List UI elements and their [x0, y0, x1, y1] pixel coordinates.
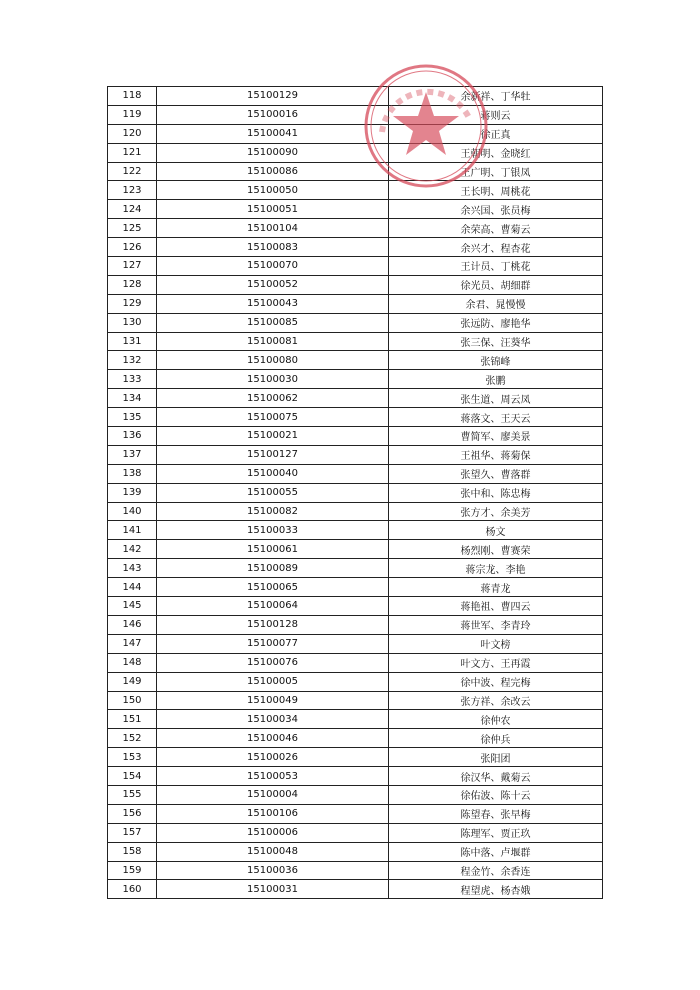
registration-number: 15100030 — [157, 370, 389, 389]
owner-names: 余兴国、张员梅 — [389, 200, 603, 219]
registration-number: 15100006 — [157, 823, 389, 842]
registration-number: 15100053 — [157, 767, 389, 786]
row-number: 131 — [108, 332, 157, 351]
row-number: 140 — [108, 502, 157, 521]
table-row — [108, 521, 603, 540]
registration-number: 15100036 — [157, 861, 389, 880]
owner-names: 张方才、余美芳 — [389, 502, 603, 521]
row-number: 148 — [108, 653, 157, 672]
table-row — [108, 445, 603, 464]
row-number: 135 — [108, 408, 157, 427]
registration-number: 15100075 — [157, 408, 389, 427]
row-number: 121 — [108, 143, 157, 162]
table-row — [108, 294, 603, 313]
row-number: 129 — [108, 294, 157, 313]
row-number: 157 — [108, 823, 157, 842]
owner-names: 徐佑波、陈十云 — [389, 785, 603, 804]
table-row — [108, 162, 603, 181]
table-row — [108, 842, 603, 861]
registration-number: 15100104 — [157, 219, 389, 238]
registration-number: 15100004 — [157, 785, 389, 804]
table-row — [108, 483, 603, 502]
owner-names: 张阳团 — [389, 748, 603, 767]
registration-number: 15100085 — [157, 313, 389, 332]
table-row — [108, 464, 603, 483]
registration-number: 15100034 — [157, 710, 389, 729]
table-row — [108, 502, 603, 521]
owner-names: 蒋艳祖、曹四云 — [389, 597, 603, 616]
row-number: 127 — [108, 257, 157, 276]
table-row — [108, 861, 603, 880]
row-number: 150 — [108, 691, 157, 710]
owner-names: 曹简军、廖美景 — [389, 427, 603, 446]
owner-names: 王计员、丁桃花 — [389, 257, 603, 276]
owner-names: 叶文榜 — [389, 634, 603, 653]
owner-names: 陈中落、卢堰群 — [389, 842, 603, 861]
row-number: 124 — [108, 200, 157, 219]
registration-number: 15100055 — [157, 483, 389, 502]
owner-names: 余君、晁慢慢 — [389, 294, 603, 313]
registration-number: 15100076 — [157, 653, 389, 672]
table-row — [108, 653, 603, 672]
row-number: 152 — [108, 729, 157, 748]
row-number: 136 — [108, 427, 157, 446]
registration-number: 15100090 — [157, 143, 389, 162]
registration-number: 15100106 — [157, 804, 389, 823]
owner-names: 蒋则云 — [389, 105, 603, 124]
owner-names: 杨文 — [389, 521, 603, 540]
table-row — [108, 691, 603, 710]
registration-number: 15100052 — [157, 275, 389, 294]
row-number: 123 — [108, 181, 157, 200]
row-number: 153 — [108, 748, 157, 767]
table-row — [108, 143, 603, 162]
owner-names: 徐中波、程完梅 — [389, 672, 603, 691]
registration-number: 15100050 — [157, 181, 389, 200]
table-row — [108, 313, 603, 332]
owner-names: 余荣高、曹菊云 — [389, 219, 603, 238]
row-number: 147 — [108, 634, 157, 653]
registration-number: 15100070 — [157, 257, 389, 276]
row-number: 146 — [108, 615, 157, 634]
table-row — [108, 615, 603, 634]
owner-names: 蒋落文、王天云 — [389, 408, 603, 427]
table-body — [108, 87, 603, 899]
row-number: 122 — [108, 162, 157, 181]
table-row — [108, 124, 603, 143]
table-row — [108, 181, 603, 200]
owner-names: 徐汉华、戴菊云 — [389, 767, 603, 786]
row-number: 128 — [108, 275, 157, 294]
owner-names: 叶文方、王再霞 — [389, 653, 603, 672]
table-row — [108, 105, 603, 124]
registration-number: 15100081 — [157, 332, 389, 351]
row-number: 139 — [108, 483, 157, 502]
owner-names: 张锦峰 — [389, 351, 603, 370]
registration-number: 15100065 — [157, 578, 389, 597]
registration-number: 15100005 — [157, 672, 389, 691]
registration-number: 15100082 — [157, 502, 389, 521]
owner-names: 张望久、曹落群 — [389, 464, 603, 483]
owner-names: 徐光员、胡细群 — [389, 275, 603, 294]
registration-number: 15100040 — [157, 464, 389, 483]
registration-number: 15100048 — [157, 842, 389, 861]
table-row — [108, 880, 603, 899]
table-row — [108, 785, 603, 804]
table-row — [108, 332, 603, 351]
row-number: 118 — [108, 87, 157, 106]
registration-number: 15100128 — [157, 615, 389, 634]
table-row — [108, 767, 603, 786]
row-number: 119 — [108, 105, 157, 124]
table-row — [108, 823, 603, 842]
row-number: 138 — [108, 464, 157, 483]
registration-number: 15100127 — [157, 445, 389, 464]
row-number: 144 — [108, 578, 157, 597]
owner-names: 余新祥、丁华牡 — [389, 87, 603, 106]
row-number: 137 — [108, 445, 157, 464]
row-number: 158 — [108, 842, 157, 861]
owner-names: 蒋宗龙、李艳 — [389, 559, 603, 578]
owner-names: 徐仲兵 — [389, 729, 603, 748]
owner-names: 张生道、周云凤 — [389, 389, 603, 408]
table-row — [108, 729, 603, 748]
owner-names: 张方祥、余改云 — [389, 691, 603, 710]
row-number: 160 — [108, 880, 157, 899]
registration-number: 15100064 — [157, 597, 389, 616]
row-number: 155 — [108, 785, 157, 804]
row-number: 145 — [108, 597, 157, 616]
owner-names: 张远防、廖艳华 — [389, 313, 603, 332]
owner-names: 程金竹、余香连 — [389, 861, 603, 880]
table-row — [108, 559, 603, 578]
registration-number: 15100051 — [157, 200, 389, 219]
row-number: 126 — [108, 238, 157, 257]
table-row — [108, 672, 603, 691]
owner-names: 张三保、汪葵华 — [389, 332, 603, 351]
row-number: 143 — [108, 559, 157, 578]
row-number: 133 — [108, 370, 157, 389]
table-row — [108, 634, 603, 653]
registration-number: 15100086 — [157, 162, 389, 181]
registration-number: 15100046 — [157, 729, 389, 748]
row-number: 125 — [108, 219, 157, 238]
table-row — [108, 238, 603, 257]
registration-number: 15100016 — [157, 105, 389, 124]
registration-number: 15100083 — [157, 238, 389, 257]
row-number: 154 — [108, 767, 157, 786]
table-row — [108, 351, 603, 370]
table-row — [108, 578, 603, 597]
registration-number: 15100041 — [157, 124, 389, 143]
owner-names: 陈望春、张早梅 — [389, 804, 603, 823]
row-number: 141 — [108, 521, 157, 540]
registration-number: 15100089 — [157, 559, 389, 578]
registration-number: 15100077 — [157, 634, 389, 653]
registration-number: 15100033 — [157, 521, 389, 540]
row-number: 151 — [108, 710, 157, 729]
owner-names: 张鹏 — [389, 370, 603, 389]
row-number: 132 — [108, 351, 157, 370]
owner-names: 陈理军、贾正玖 — [389, 823, 603, 842]
table-row — [108, 540, 603, 559]
owner-names: 张中和、陈忠梅 — [389, 483, 603, 502]
owner-names: 杨烈刚、曹赛荣 — [389, 540, 603, 559]
owner-names: 蒋青龙 — [389, 578, 603, 597]
row-number: 149 — [108, 672, 157, 691]
owner-names: 王广明、丁银凤 — [389, 162, 603, 181]
row-number: 130 — [108, 313, 157, 332]
row-number: 156 — [108, 804, 157, 823]
owner-names: 蒋世军、李青玲 — [389, 615, 603, 634]
table-row — [108, 748, 603, 767]
registration-number: 15100049 — [157, 691, 389, 710]
table-row — [108, 408, 603, 427]
table-row — [108, 257, 603, 276]
table-row — [108, 427, 603, 446]
owner-names: 王祖华、蒋菊保 — [389, 445, 603, 464]
row-number: 142 — [108, 540, 157, 559]
row-number: 120 — [108, 124, 157, 143]
owner-names: 王朝明、金晓红 — [389, 143, 603, 162]
table-row — [108, 275, 603, 294]
registration-number: 15100080 — [157, 351, 389, 370]
owner-names: 徐仲农 — [389, 710, 603, 729]
registration-number: 15100061 — [157, 540, 389, 559]
owner-names: 王长明、周桃花 — [389, 181, 603, 200]
table-row — [108, 87, 603, 106]
owner-names: 余兴才、程杏花 — [389, 238, 603, 257]
row-number: 159 — [108, 861, 157, 880]
registration-number: 15100026 — [157, 748, 389, 767]
registration-number: 15100021 — [157, 427, 389, 446]
table-row — [108, 710, 603, 729]
registration-number: 15100031 — [157, 880, 389, 899]
registration-number: 15100129 — [157, 87, 389, 106]
owner-names: 程望虎、杨杏娥 — [389, 880, 603, 899]
registry-table — [107, 86, 603, 899]
table-row — [108, 804, 603, 823]
table-row — [108, 200, 603, 219]
registration-number: 15100062 — [157, 389, 389, 408]
table-row — [108, 219, 603, 238]
table-row — [108, 389, 603, 408]
registration-number: 15100043 — [157, 294, 389, 313]
table-row — [108, 370, 603, 389]
owner-names: 徐正真 — [389, 124, 603, 143]
table-row — [108, 597, 603, 616]
row-number: 134 — [108, 389, 157, 408]
